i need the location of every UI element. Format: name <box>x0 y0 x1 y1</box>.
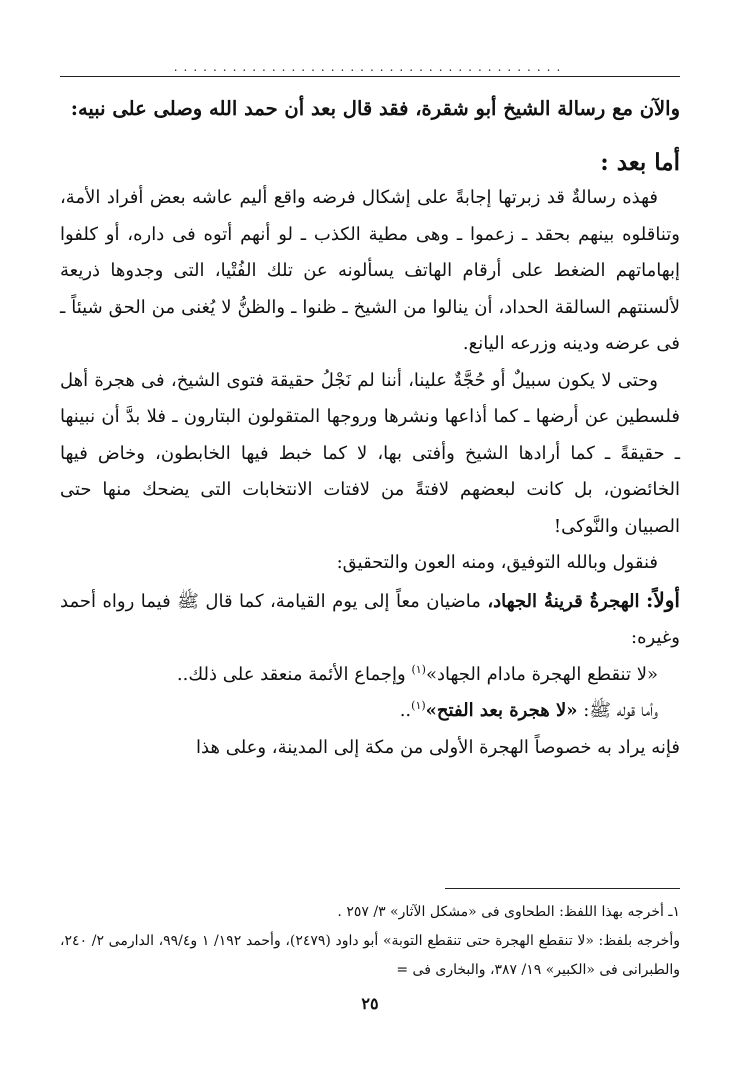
footnote-2: وأخرجه بلفظ: «لا تنقطع الهجرة حتى تنقطع التوبة» أبو داود (٢٤٧٩)، وأحمد ١٩٢/ ١ و٩٩/٤، الدارمى ٢/ ٢٤٠، والطبرانى فى «الكبير» ١٩/ ٣٨٧، والبخارى فى = <box>60 933 680 978</box>
section-heading: أما بعد : <box>600 149 680 176</box>
main-text <box>60 90 680 766</box>
last-line: فإنه يراد به خصوصاً الهجرة الأولى من مكة إلى المدينة، وعلى هذا <box>196 736 680 758</box>
paragraph-3: فنقول وبالله التوفيق، ومنه العون والتحقيق: <box>336 552 658 573</box>
page-number: ٢٥ <box>361 994 379 1013</box>
hadith-2-rest: .. <box>399 700 412 721</box>
footnote-1: ١ـ أخرجه بهذا اللفظ: الطحاوى فى «مشكل الآثار» ٣/ ٢٥٧ . <box>337 904 680 920</box>
point-1 <box>60 582 680 657</box>
header-rule <box>60 76 680 77</box>
footnote-ref-2: (١) <box>411 699 426 712</box>
hadith-2-lead: وأما قوله ﷺ: <box>577 700 658 721</box>
hadith-1-quote: «لا تنقطع الهجرة مادام الجهاد» <box>425 663 658 685</box>
footnotes <box>60 898 680 985</box>
paragraph-2: وحتى لا يكون سبيلٌ أو حُجَّةٌ علينا، أننا لم نَجْلُ حقيقة فتوى الشيخ، فى هجرة أهل فلسطين عن أرضها ـ كما أذاعها ونشرها وروجها المتقولون البتارون ـ فلا بدَّ أن نبينها ـ حقيقةً ـ كما أرادها الشيخ وأفتى بها، لا كما خبط فيها الخابطون، وخاض فيها الخائضون، بل كانت لبعضهم لافتةً من لافتات الانتخابات التى يضحك منها حتى الصبيان والنَّوكى! <box>60 369 680 537</box>
paragraph-1: فهذه رسالةٌ قد زبرتها إجابةً على إشكال فرضه واقع أليم عاشه بعض أفراد الأمة، وتناقلوه بينهم بحقد ـ زعموا ـ وهى مطية الكذب ـ لو أنهم أتوه فى داره، أو كلفوا إبهاماتهم الضغط على أرقام الهاتف يسألونه عن تلك الفُتْيا، التى وجدوها ذريعة لألسنتهم السالقة الحداد، أن ينالوا من الشيخ ـ ظنوا ـ والظنُّ لا يُغنى من الحق شيئاً ـ فى عرضه ودينه وزرعه اليانع. <box>60 187 680 354</box>
point-1-text: ماضيان معاً إلى يوم القيامة، كما قال ﷺ فيما رواه أحمد وغيره: <box>60 590 680 648</box>
hadith-2-quote: «لا هجرة بعد الفتح» <box>425 700 578 721</box>
hadith-1-rest: وإجماع الأئمة منعقد على ذلك.. <box>176 663 412 685</box>
hadith-2 <box>60 693 680 730</box>
hadith-1 <box>60 657 680 694</box>
footnote-rule <box>445 888 680 889</box>
book-page <box>60 60 680 1050</box>
intro-paragraph: والآن مع رسالة الشيخ أبو شقرة، فقد قال بعد أن حمد الله وصلى على نبيه: <box>70 97 680 120</box>
header-dotted-line: ........................................ <box>173 60 567 74</box>
point-1-label: أولاً: <box>645 587 680 612</box>
point-1-title: الهجرةُ قرينةُ الجهاد، <box>487 590 640 612</box>
footnote-ref-1: (١) <box>411 662 426 676</box>
